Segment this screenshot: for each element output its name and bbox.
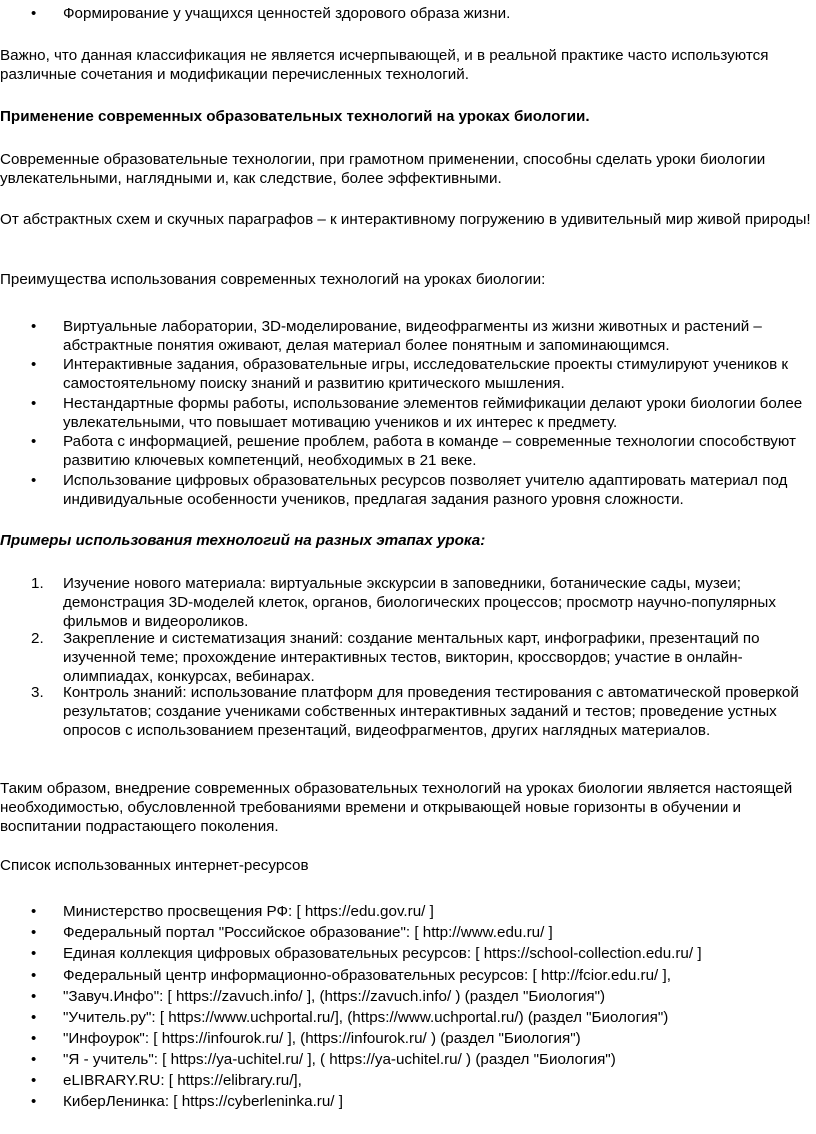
bullet-dot-icon: •	[31, 924, 37, 941]
paragraph-abstract-schemes: От абстрактных схем и скучных параграфов – к интерактивному погружению в удивительный мир живой природы!	[0, 211, 811, 228]
resource-item: Федеральный центр информационно-образовательных ресурсов: [ http://fcior.edu.ru/ ],	[63, 967, 671, 984]
advantages-title: Преимущества использования современных технологий на уроках биологии:	[0, 271, 546, 288]
bullet-dot-icon: •	[31, 318, 37, 335]
resource-item: "Завуч.Инфо": [ https://zavuch.info/ ], (https://zavuch.info/ ) (раздел "Биология")	[63, 988, 606, 1005]
resource-item: "Инфоурок": [ https://infourok.ru/ ], (https://infourok.ru/ ) (раздел "Биология")	[63, 1030, 581, 1047]
section-heading-application: Применение современных образовательных технологий на уроках биологии.	[0, 108, 590, 125]
resource-item: Единая коллекция цифровых образовательных ресурсов: [ https://school-collection.edu.ru/ ]	[63, 945, 702, 962]
bullet-dot-icon: •	[31, 903, 37, 920]
list-item: Формирование у учащихся ценностей здорового образа жизни.	[63, 5, 511, 22]
numbered-list-item: Закрепление и систематизация знаний: создание ментальных карт, инфографики, презентаций по изученной теме; прохождение интерактивных тестов, викторин, кроссвордов; участие в онлайн-олимпиадах, конкурсах, вебинарах.	[63, 630, 760, 685]
examples-heading: Примеры использования технологий на разных этапах урока:	[0, 532, 486, 549]
bullet-dot-icon: •	[31, 1009, 37, 1026]
bullet-dot-icon: •	[31, 967, 37, 984]
resource-item: Министерство просвещения РФ: [ https://edu.gov.ru/ ]	[63, 903, 434, 920]
list-item: Интерактивные задания, образовательные игры, исследовательские проекты стимулируют учеников к самостоятельному поиску знаний и развитию критического мышления.	[63, 356, 789, 392]
resource-item: КиберЛенинка: [ https://cyberleninka.ru/ ]	[63, 1093, 343, 1110]
resources-title: Список использованных интернет-ресурсов	[0, 857, 309, 874]
list-number: 1.	[31, 575, 44, 592]
resource-item: "Учитель.ру": [ https://www.uchportal.ru/], (https://www.uchportal.ru/) (раздел "Биология")	[63, 1009, 669, 1026]
bullet-dot-icon: •	[31, 1072, 37, 1089]
bullet-dot-icon: •	[31, 1093, 37, 1110]
resource-item: Федеральный портал "Российское образование": [ http://www.edu.ru/ ]	[63, 924, 553, 941]
bullet-dot-icon: •	[31, 1051, 37, 1068]
resource-item: eLIBRARY.RU: [ https://elibrary.ru/],	[63, 1072, 302, 1089]
list-item: Нестандартные формы работы, использование элементов геймификации делают уроки биологии более увлекательными, что повышает мотивацию учеников и их интерес к предмету.	[63, 395, 803, 431]
paragraph-modern-technologies: Современные образовательные технологии, при грамотном применении, способны сделать уроки биологии увлекательными, наглядными и, как следствие, более эффективными.	[0, 151, 766, 187]
bullet-dot-icon: •	[31, 433, 37, 450]
paragraph-conclusion: Таким образом, внедрение современных образовательных технологий на уроках биологии является настоящей необходимостью, обусловленной требованиями времени и открывающей новые горизонты в обучении и воспитании подрастающего поколения.	[0, 780, 793, 835]
bullet-dot-icon: •	[31, 945, 37, 962]
list-item: Работа с информацией, решение проблем, работа в команде – современные технологии способствуют развитию ключевых компетенций, необходимых в 21 веке.	[63, 433, 796, 469]
resource-item: "Я - учитель": [ https://ya-uchitel.ru/ ], ( https://ya-uchitel.ru/ ) (раздел "Биология")	[63, 1051, 616, 1068]
list-item: Использование цифровых образовательных ресурсов позволяет учителю адаптировать материал под индивидуальные особенности учеников, предлагая задания разного уровня сложности.	[63, 472, 788, 508]
list-number: 3.	[31, 684, 44, 701]
list-item: Виртуальные лаборатории, 3D-моделирование, видеофрагменты из жизни животных и растений – абстрактные понятия оживают, делая материал более понятным и запоминающимся.	[63, 318, 762, 354]
numbered-list-item: Изучение нового материала: виртуальные экскурсии в заповедники, ботанические сады, музеи; демонстрация 3D-моделей клеток, органов, биологических процессов; просмотр научно-популярных фильмов и видеороликов.	[63, 575, 776, 630]
list-number: 2.	[31, 630, 44, 647]
bullet-dot-icon: •	[31, 356, 37, 373]
paragraph-classification: Важно, что данная классификация не является исчерпывающей, и в реальной практике часто используются различные сочетания и модификации перечисленных технологий.	[0, 47, 769, 83]
bullet-dot-icon: •	[31, 472, 37, 489]
numbered-list-item: Контроль знаний: использование платформ для проведения тестирования с автоматической проверкой результатов; создание учениками собственных интерактивных заданий и тестов; проведение устных опросов с использованием презентаций, видеофрагментов, других наглядных материалов.	[63, 684, 799, 739]
bullet-dot-icon: •	[31, 988, 37, 1005]
bullet-dot-icon: •	[31, 5, 37, 22]
bullet-dot-icon: •	[31, 395, 37, 412]
bullet-dot-icon: •	[31, 1030, 37, 1047]
